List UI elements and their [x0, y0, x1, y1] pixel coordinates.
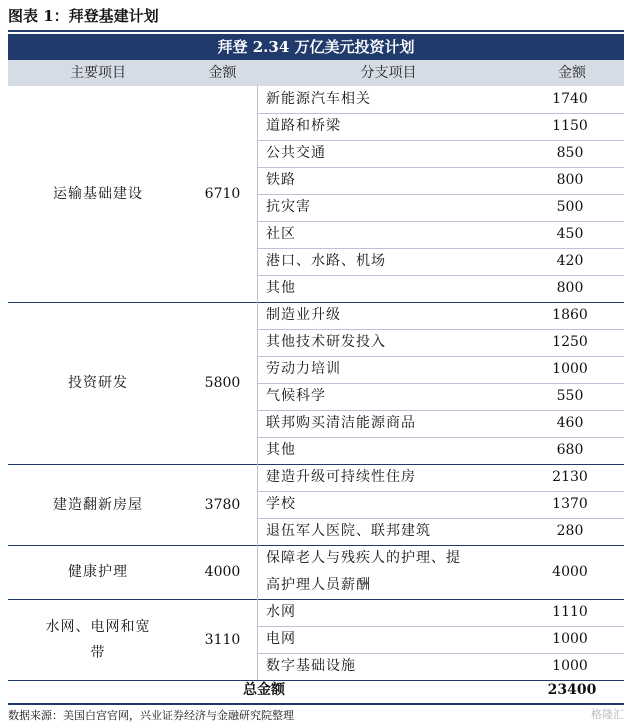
sub-amount: 1250: [552, 334, 588, 350]
group-name: [8, 181, 188, 207]
group-name-line: 建造翻新房屋: [53, 496, 143, 513]
sub-item: 港口、水路、机场: [266, 253, 386, 269]
group-amount: 3780: [204, 496, 241, 513]
sub-item: 气候科学: [266, 388, 326, 404]
sub-item-line: 高护理人员薪酬: [266, 577, 371, 593]
sub-item: 抗灾害: [266, 199, 311, 215]
column-divider: [257, 464, 258, 545]
sub-item: 道路和桥梁: [266, 118, 341, 134]
bottom-rule: [8, 703, 624, 705]
column-divider: [257, 545, 258, 599]
group-name-line: 带: [90, 644, 106, 661]
source-note: 数据来源：美国白宫官网，兴业证券经济与金融研究院整理: [8, 709, 294, 722]
sub-item: 劳动力培训: [266, 361, 341, 377]
sub-item: 电网: [266, 631, 296, 647]
sub-amount: 460: [556, 415, 584, 431]
group-name-line: 水网、电网和宽: [45, 618, 151, 635]
sub-amount: 680: [556, 442, 584, 458]
sub-item: 公共交通: [266, 145, 326, 161]
sub-amount: 1000: [552, 658, 588, 674]
sub-amount: 4000: [552, 564, 588, 580]
sub-amount: 1860: [552, 307, 588, 323]
group-name-line: 运输基础建设: [53, 186, 143, 202]
sub-amount: 450: [556, 226, 584, 242]
sub-amount: 420: [556, 253, 584, 269]
sub-amount: 500: [556, 199, 584, 215]
group-amount: 5800: [204, 375, 241, 391]
sub-item: 新能源汽车相关: [266, 91, 371, 107]
sub-amount: 1370: [552, 496, 588, 512]
group-amount: 4000: [204, 564, 241, 580]
header-main-item: 主要项目: [8, 60, 188, 86]
sub-amount: 1110: [552, 604, 588, 620]
sub-amount: 1150: [552, 118, 588, 134]
figure-caption: 图表 1：拜登基建计划: [8, 7, 159, 25]
caption-rule: [8, 30, 624, 32]
watermark-logo: 格隆汇: [591, 708, 624, 721]
sub-item: 数字基础设施: [266, 658, 356, 674]
sub-item: 制造业升级: [266, 307, 341, 323]
sub-item: 学校: [266, 496, 296, 512]
header-amount: 金额: [188, 60, 257, 86]
sub-amount: 800: [556, 172, 584, 188]
group-name-line: 健康护理: [68, 564, 128, 580]
header-sub-amount: 金额: [520, 60, 624, 86]
table-title: 拜登 2.34 万亿美元投资计划: [8, 34, 624, 60]
sub-item: 建造升级可持续性住房: [266, 469, 416, 485]
column-divider: [257, 599, 258, 680]
sub-amount: 850: [556, 145, 584, 161]
sub-item: 其他: [266, 280, 296, 296]
group-name-line: 投资研发: [68, 375, 128, 391]
sub-amount: 1740: [552, 91, 588, 107]
sub-amount: 550: [556, 388, 584, 404]
sub-item: 水网: [266, 604, 296, 620]
sub-amount: 1000: [552, 631, 588, 647]
sub-item: 退伍军人医院、联邦建筑: [266, 523, 431, 539]
sub-item: 其他: [266, 442, 296, 458]
sub-item: 社区: [266, 226, 296, 242]
group-name: [8, 370, 188, 396]
header-sub-item: 分支项目: [257, 60, 520, 86]
sub-item: [266, 545, 461, 599]
sub-amount: 1000: [552, 361, 588, 377]
sub-item: 铁路: [266, 172, 296, 188]
sub-item: 联邦购买清洁能源商品: [266, 415, 416, 431]
sub-amount: 2130: [552, 469, 588, 485]
group-name: [8, 614, 188, 666]
sub-amount: 280: [556, 523, 584, 539]
group-name: [8, 492, 188, 518]
group-name: [8, 559, 188, 585]
group-amount: 6710: [204, 186, 241, 202]
group-amount: 3110: [204, 631, 241, 648]
total-amount: 23400: [547, 682, 597, 698]
total-row: [8, 677, 624, 703]
sub-item-line: 保障老人与残疾人的护理、提: [266, 550, 461, 566]
total-label: 总金额: [243, 682, 285, 698]
sub-amount: 800: [556, 280, 584, 296]
sub-item: 其他技术研发投入: [266, 334, 386, 350]
